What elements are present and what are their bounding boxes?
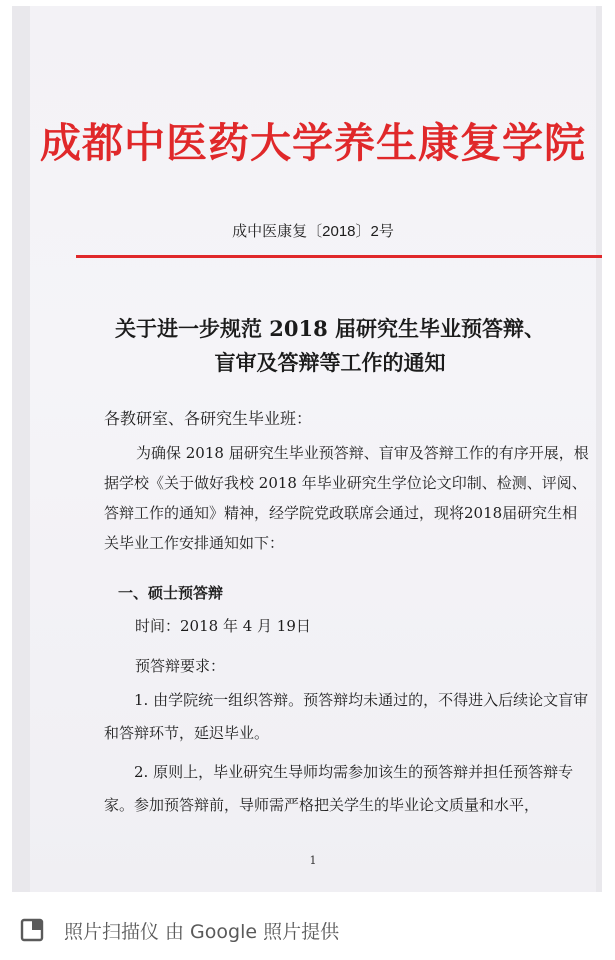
photo-scanner-icon xyxy=(20,918,44,942)
salutation: 各教研室、各研究生毕业班： xyxy=(104,409,313,428)
footer-brand: 照片扫描仪 xyxy=(64,920,160,943)
intro-paragraph: 为确保 2018 届研究生毕业预答辩、盲审及答辩工作的有序开展，根据学校《关于做好我校 2018 年毕业研究生学位论文印制、检测、评阅、答辩工作的通知》精神，经学院党政联席会通过，现将2018届研究生相关毕业工作安排通知如下： xyxy=(104,444,589,552)
red-divider xyxy=(76,255,602,258)
requirement-item-2: 2. 原则上，毕业研究生导师均需参加该生的预答辩并担任预答辩专家。参加预答辩前，导师需严格把关学生的毕业论文质量和水平， xyxy=(104,763,574,814)
notice-title-line-1: 关于进一步规范 2018 届研究生毕业预答辩、 xyxy=(114,316,546,341)
page-number: 1 xyxy=(309,854,317,867)
notice-title-line-2: 盲审及答辩等工作的通知 xyxy=(214,350,446,375)
section-heading: 一、硕士预答辩 xyxy=(118,584,224,602)
institution-header: 成都中医药大学养生康复学院 xyxy=(40,120,586,166)
notice-title xyxy=(70,312,590,380)
requirement-item-1: 1. 由学院统一组织答辩。预答辩均未通过的，不得进入后续论文盲审和答辩环节，延迟毕业。 xyxy=(104,691,589,742)
footer-attribution xyxy=(20,910,339,950)
footer-attribution-text: 由 Google 照片提供 xyxy=(165,920,340,943)
pre-defense-time: 时间：2018 年 4 月 19日 xyxy=(135,617,311,635)
document-number: 成中医康复〔2018〕2号 xyxy=(232,223,394,240)
scanned-photo xyxy=(12,6,602,892)
document-page xyxy=(30,6,596,892)
requirements-label: 预答辩要求： xyxy=(135,657,226,675)
